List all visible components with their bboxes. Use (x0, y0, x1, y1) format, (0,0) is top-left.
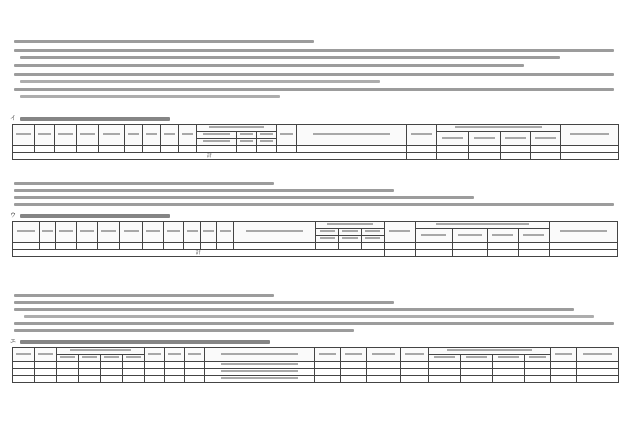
table-section-i (12, 124, 619, 160)
header-cell (125, 125, 143, 146)
note-line (14, 49, 614, 52)
note-line (14, 294, 274, 297)
header-cell (429, 348, 551, 355)
header-cell (184, 222, 201, 243)
total-row (13, 153, 619, 160)
table-row (13, 376, 619, 383)
header-cell (361, 229, 384, 236)
header-cell (13, 125, 35, 146)
note-line (14, 308, 574, 311)
total-label: 計 (13, 153, 407, 160)
header-cell (415, 229, 452, 243)
section-label: イ (10, 115, 17, 122)
header-cell (493, 355, 525, 362)
header-cell (561, 125, 619, 146)
header-cell (143, 125, 161, 146)
header-cell (233, 222, 316, 243)
header-cell (341, 348, 367, 362)
header-cell (525, 355, 551, 362)
header-cell (316, 222, 384, 229)
header-cell (99, 125, 125, 146)
header-cell (257, 139, 277, 146)
header-cell (13, 348, 35, 362)
header-cell (197, 125, 277, 132)
table-section-e (12, 347, 619, 383)
header-cell (57, 348, 145, 355)
header-cell (161, 125, 179, 146)
header-cell (437, 125, 561, 132)
note-line (20, 80, 380, 83)
header-cell (197, 139, 237, 146)
header-cell (79, 355, 101, 362)
total-label: 計 (13, 250, 385, 257)
header-cell (461, 355, 493, 362)
header-cell (277, 125, 297, 146)
header-cell (56, 222, 77, 243)
header-cell (165, 348, 185, 362)
section-label: ウ (10, 212, 17, 219)
header-cell (123, 355, 145, 362)
header-cell (367, 348, 401, 362)
header-cell (13, 222, 40, 243)
section-heading (20, 214, 170, 218)
note-line (14, 64, 524, 67)
header-cell (237, 139, 257, 146)
header-cell (77, 125, 99, 146)
header-cell (415, 222, 549, 229)
header-cell (429, 355, 461, 362)
note-line (14, 182, 274, 185)
header-cell (39, 222, 56, 243)
header-cell (531, 132, 561, 146)
header-cell (549, 222, 617, 243)
note-line (14, 329, 354, 332)
header-cell (339, 236, 362, 243)
section-heading (20, 340, 270, 344)
header-cell (384, 222, 415, 243)
table-row (13, 369, 619, 376)
note-line (24, 315, 594, 318)
table-row (13, 362, 619, 369)
header-cell (361, 236, 384, 243)
header-cell (339, 229, 362, 236)
header-cell (55, 125, 77, 146)
header-cell (76, 222, 97, 243)
header-cell (437, 132, 469, 146)
note-line (14, 301, 394, 304)
note-line (14, 189, 394, 192)
header-cell (257, 132, 277, 139)
header-cell (217, 222, 234, 243)
header-cell (57, 355, 79, 362)
header-cell (120, 222, 143, 243)
header-cell (518, 229, 549, 243)
header-cell (487, 229, 518, 243)
header-cell (401, 348, 429, 362)
header-cell (452, 229, 487, 243)
header-cell (179, 125, 197, 146)
table-section-u (12, 221, 618, 257)
section-heading (20, 117, 170, 121)
section-label: エ (10, 338, 17, 345)
header-cell (185, 348, 205, 362)
note-line (20, 95, 280, 98)
note-line (14, 196, 474, 199)
note-line (14, 40, 314, 43)
header-cell (237, 132, 257, 139)
header-cell (143, 222, 164, 243)
header-cell (35, 348, 57, 362)
header-cell (316, 236, 339, 243)
header-cell (315, 348, 341, 362)
header-cell (316, 229, 339, 236)
table-row (13, 243, 618, 250)
total-row (13, 250, 618, 257)
header-cell (469, 132, 501, 146)
header-cell (551, 348, 577, 362)
note-line (14, 88, 614, 91)
header-cell (297, 125, 407, 146)
note-line (14, 73, 614, 76)
header-cell (197, 132, 237, 139)
note-line (14, 322, 614, 325)
header-cell (501, 132, 531, 146)
header-cell (101, 355, 123, 362)
header-cell (407, 125, 437, 146)
header-cell (97, 222, 120, 243)
header-cell (35, 125, 55, 146)
note-line (14, 203, 614, 206)
table-row (13, 146, 619, 153)
header-cell (145, 348, 165, 362)
note-line (20, 56, 560, 59)
header-cell (200, 222, 217, 243)
header-cell (205, 348, 315, 362)
header-cell (577, 348, 619, 362)
header-cell (163, 222, 184, 243)
